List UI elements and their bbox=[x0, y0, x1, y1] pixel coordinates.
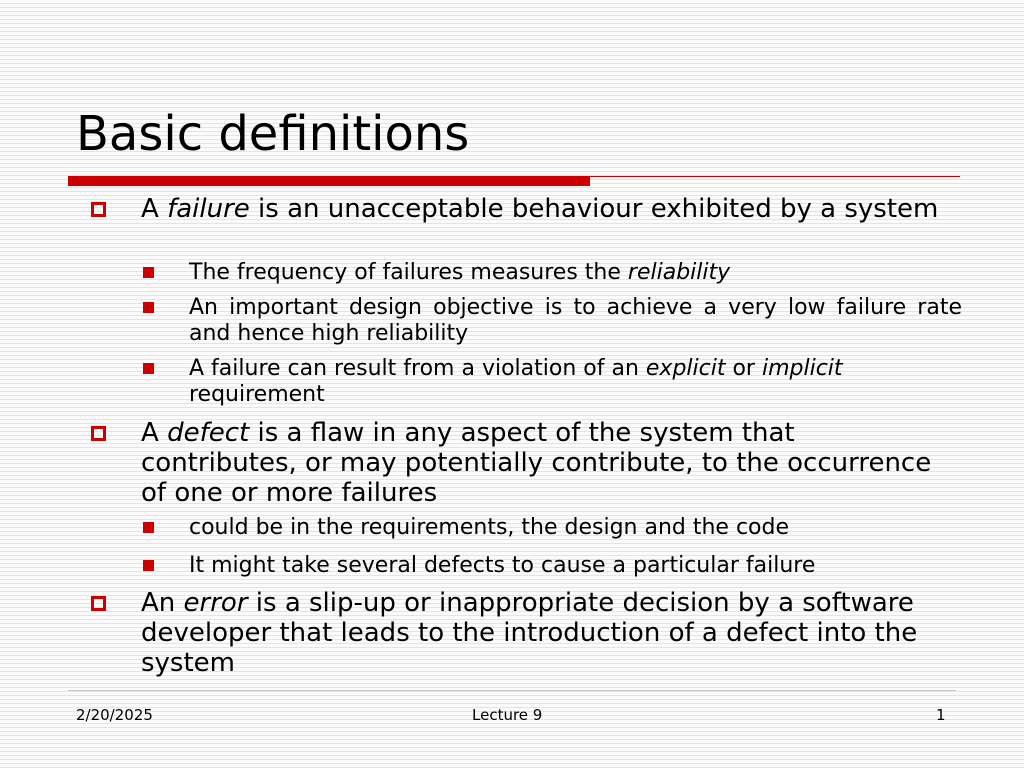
slide-title: Basic definitions bbox=[76, 106, 470, 162]
square-bullet-icon bbox=[143, 363, 154, 374]
bullet-text: A bbox=[141, 418, 168, 448]
bullet-text: A bbox=[141, 194, 168, 224]
bullet-error bbox=[141, 588, 941, 678]
bullet-text: is a slip-up or inappropriate decision by a software developer that leads to the introduction of a defect into the system bbox=[141, 588, 918, 678]
sub-bullet-reliability bbox=[189, 260, 962, 286]
sub-bullet-violation bbox=[189, 356, 962, 408]
footer-divider bbox=[68, 690, 956, 691]
footer-lecture: Lecture 9 bbox=[472, 706, 543, 724]
bullet-text: is an unacceptable behaviour exhibited by a system bbox=[249, 194, 939, 224]
hollow-square-bullet-icon bbox=[91, 426, 106, 441]
square-bullet-icon bbox=[143, 302, 154, 313]
title-underline-thick bbox=[68, 176, 590, 186]
hollow-square-bullet-icon bbox=[91, 596, 106, 611]
sub-bullet-design-objective: An important design objective is to achieve a very low failure rate and hence high reliability bbox=[189, 295, 962, 346]
bullet-failure bbox=[141, 194, 941, 224]
term-defect: defect bbox=[167, 418, 250, 448]
term-failure: failure bbox=[167, 194, 250, 224]
slide-number: 1 bbox=[936, 706, 946, 724]
sub-bullet-text: A failure can result from a violation of an bbox=[189, 356, 646, 381]
sub-bullet-several-defects: It might take several defects to cause a particular failure bbox=[189, 553, 816, 578]
term-reliability: reliability bbox=[627, 260, 731, 285]
title-underline-thin bbox=[590, 176, 960, 177]
term-implicit: implicit bbox=[761, 356, 843, 381]
bullet-text: is a flaw in any aspect of the system that contributes, or may potentially contribute, to the occurrence of one or more failures bbox=[141, 418, 932, 508]
bullet-text: An bbox=[141, 588, 184, 618]
square-bullet-icon bbox=[143, 522, 154, 533]
sub-bullet-requirements: could be in the requirements, the design and the code bbox=[189, 515, 790, 540]
hollow-square-bullet-icon bbox=[91, 202, 106, 217]
sub-bullet-text: requirement bbox=[189, 382, 325, 407]
term-error: error bbox=[183, 588, 248, 618]
bullet-defect bbox=[141, 418, 941, 508]
sub-bullet-text: The frequency of failures measures the bbox=[189, 260, 628, 285]
footer-date: 2/20/2025 bbox=[76, 706, 153, 724]
square-bullet-icon bbox=[143, 560, 154, 571]
sub-bullet-text: or bbox=[725, 356, 762, 381]
square-bullet-icon bbox=[143, 267, 154, 278]
term-explicit: explicit bbox=[645, 356, 726, 381]
